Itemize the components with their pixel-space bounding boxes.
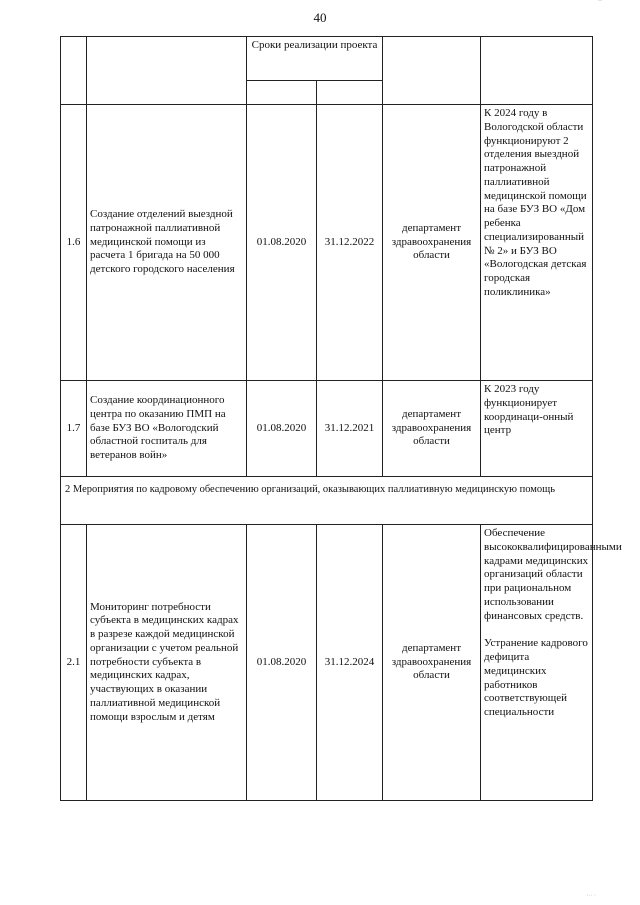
section-title: 2 Мероприятия по кадровому обеспечению организаций, оказывающих паллиативную медицинскую помощь — [61, 477, 593, 525]
row-end-date: 31.12.2022 — [317, 105, 383, 381]
row-result-paragraph-1: Обеспечение высококвалифицированными кадрами медицинских организаций области при рациональном использовании финансовых средств. — [484, 527, 622, 622]
row-result-paragraph-2: Устранение кадрового дефицита медицинских работников соответствующей специальности — [484, 637, 588, 718]
row-number: 2.1 — [61, 525, 87, 801]
row-measure-name: Создание координационного центра по оказанию ПМП на базе БУЗ ВО «Вологодский областной госпиталь для ветеранов войн» — [87, 381, 247, 477]
row-responsible: департамент здравоохранения области — [383, 381, 481, 477]
row-start-date: 01.08.2020 — [247, 525, 317, 801]
row-result — [481, 525, 622, 801]
header-cell-result — [481, 37, 593, 105]
row-result: К 2024 году в Вологодской области функционируют 2 отделения выездной патронажной паллиативной медицинской помощи на базе БУЗ ВО «Дом ребенка специализированный № 2» и БУЗ ВО «Вологодская детская городская поликлиника» — [481, 105, 593, 381]
row-start-date: 01.08.2020 — [247, 105, 317, 381]
page-number: 40 — [313, 10, 327, 25]
header-cell-responsible — [383, 37, 481, 105]
row-responsible: департамент здравоохранения области — [383, 525, 481, 801]
row-end-date: 31.12.2021 — [317, 381, 383, 477]
row-measure-name: Мониторинг потребности субъекта в медицинских кадрах в разрезе каждой медицинской организации с учетом реальной потребности субъекта в медицинских кадрах, участвующих в оказании паллиативной медицинской помощи взрослым и детям — [87, 525, 247, 801]
row-measure-name: Создание отделений выездной патронажной паллиативной медицинской помощи из расчета 1 бригада на 50 000 детского городского населения — [87, 105, 247, 381]
row-end-date: 31.12.2024 — [317, 525, 383, 801]
scan-bottom-mark: ··· · — [586, 893, 596, 899]
table-row — [61, 525, 593, 801]
row-responsible: департамент здравоохранения области — [383, 105, 481, 381]
measures-table — [60, 36, 622, 801]
row-result: К 2023 году функционирует координаци-онный центр — [481, 381, 593, 477]
row-number: 1.6 — [61, 105, 87, 381]
header-cell-name — [87, 37, 247, 105]
table-row — [61, 105, 593, 381]
table-row — [61, 381, 593, 477]
header-cell-sroki: Сроки реализации проекта — [247, 37, 383, 81]
header-cell-end — [317, 81, 383, 105]
section-row — [61, 477, 593, 525]
row-start-date: 01.08.2020 — [247, 381, 317, 477]
header-cell-start — [247, 81, 317, 105]
row-number: 1.7 — [61, 381, 87, 477]
table-header-row — [61, 37, 593, 81]
header-cell-num — [61, 37, 87, 105]
scan-corner-mark: ˇ¨ — [598, 0, 602, 6]
